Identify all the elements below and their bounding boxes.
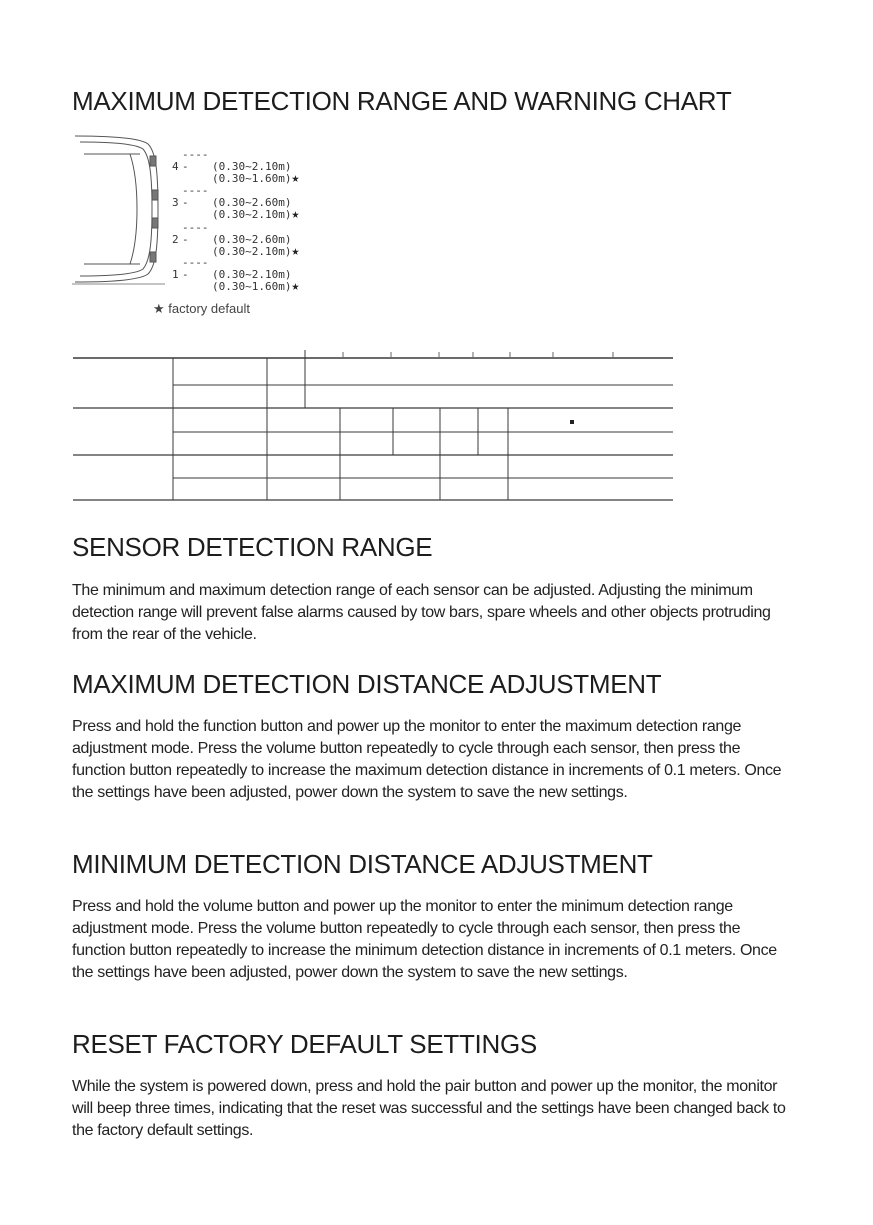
sensor-row-4: 4----- (0.30~2.10m) (0.30~1.60m)★ — [172, 148, 300, 186]
sensor-range-text: The minimum and maximum detection range of each sensor can be adjusted. Adjusting the minimum detection range will prevent false alarms caused by tow bars, spare wheels and other objects protruding from the rear of the vehicle. — [72, 582, 771, 643]
reset-heading: RESET FACTORY DEFAULT SETTINGS — [72, 1029, 537, 1059]
sensor-row-1: 1----- (0.30~2.10m) (0.30~1.60m)★ — [172, 256, 300, 294]
sensor-row-3: 3----- (0.30~2.60m) (0.30~2.10m)★ — [172, 184, 300, 222]
min-adjust-text: Press and hold the volume button and power up the monitor to enter the minimum detection range adjustment mode. Press the volume button repeatedly to cycle through each sensor, then press the function button repeatedly to increase the minimum detection distance in increments of 0.1 meters. Once the settings have been adjusted, power down the system to save the new settings. — [72, 898, 777, 981]
star-icon: ★ — [291, 171, 300, 186]
star-icon: ★ — [291, 244, 300, 259]
max-adjust-text: Press and hold the function button and power up the monitor to enter the maximum detection range adjustment mode. Press the volume button repeatedly to cycle through each sensor, then press the function button repeatedly to increase the maximum detection distance in increments of 0.1 meters. Once the settings have been adjusted, power down the system to save the new settings. — [72, 718, 782, 801]
star-icon: ★ — [291, 207, 300, 222]
factory-default-legend: ★ factory default — [153, 301, 250, 316]
star-icon: ★ — [291, 279, 300, 294]
reset-text: While the system is powered down, press and hold the pair button and power up the monitor, the monitor will beep three times, indicating that the reset was successful and the settings have been changed back to the factory default settings. — [72, 1078, 786, 1139]
max-adjust-heading: MAXIMUM DETECTION DISTANCE ADJUSTMENT — [72, 669, 662, 699]
star-icon: ★ — [153, 301, 165, 316]
sensor-row-2: 2----- (0.30~2.60m) (0.30~2.10m)★ — [172, 221, 300, 259]
min-adjust-heading: MINIMUM DETECTION DISTANCE ADJUSTMENT — [72, 849, 653, 879]
sensor-range-heading: SENSOR DETECTION RANGE — [72, 532, 433, 562]
warning-table-grid — [73, 350, 675, 505]
chart-heading: MAXIMUM DETECTION RANGE AND WARNING CHART — [72, 86, 732, 116]
vehicle-rear-illustration — [70, 132, 170, 287]
